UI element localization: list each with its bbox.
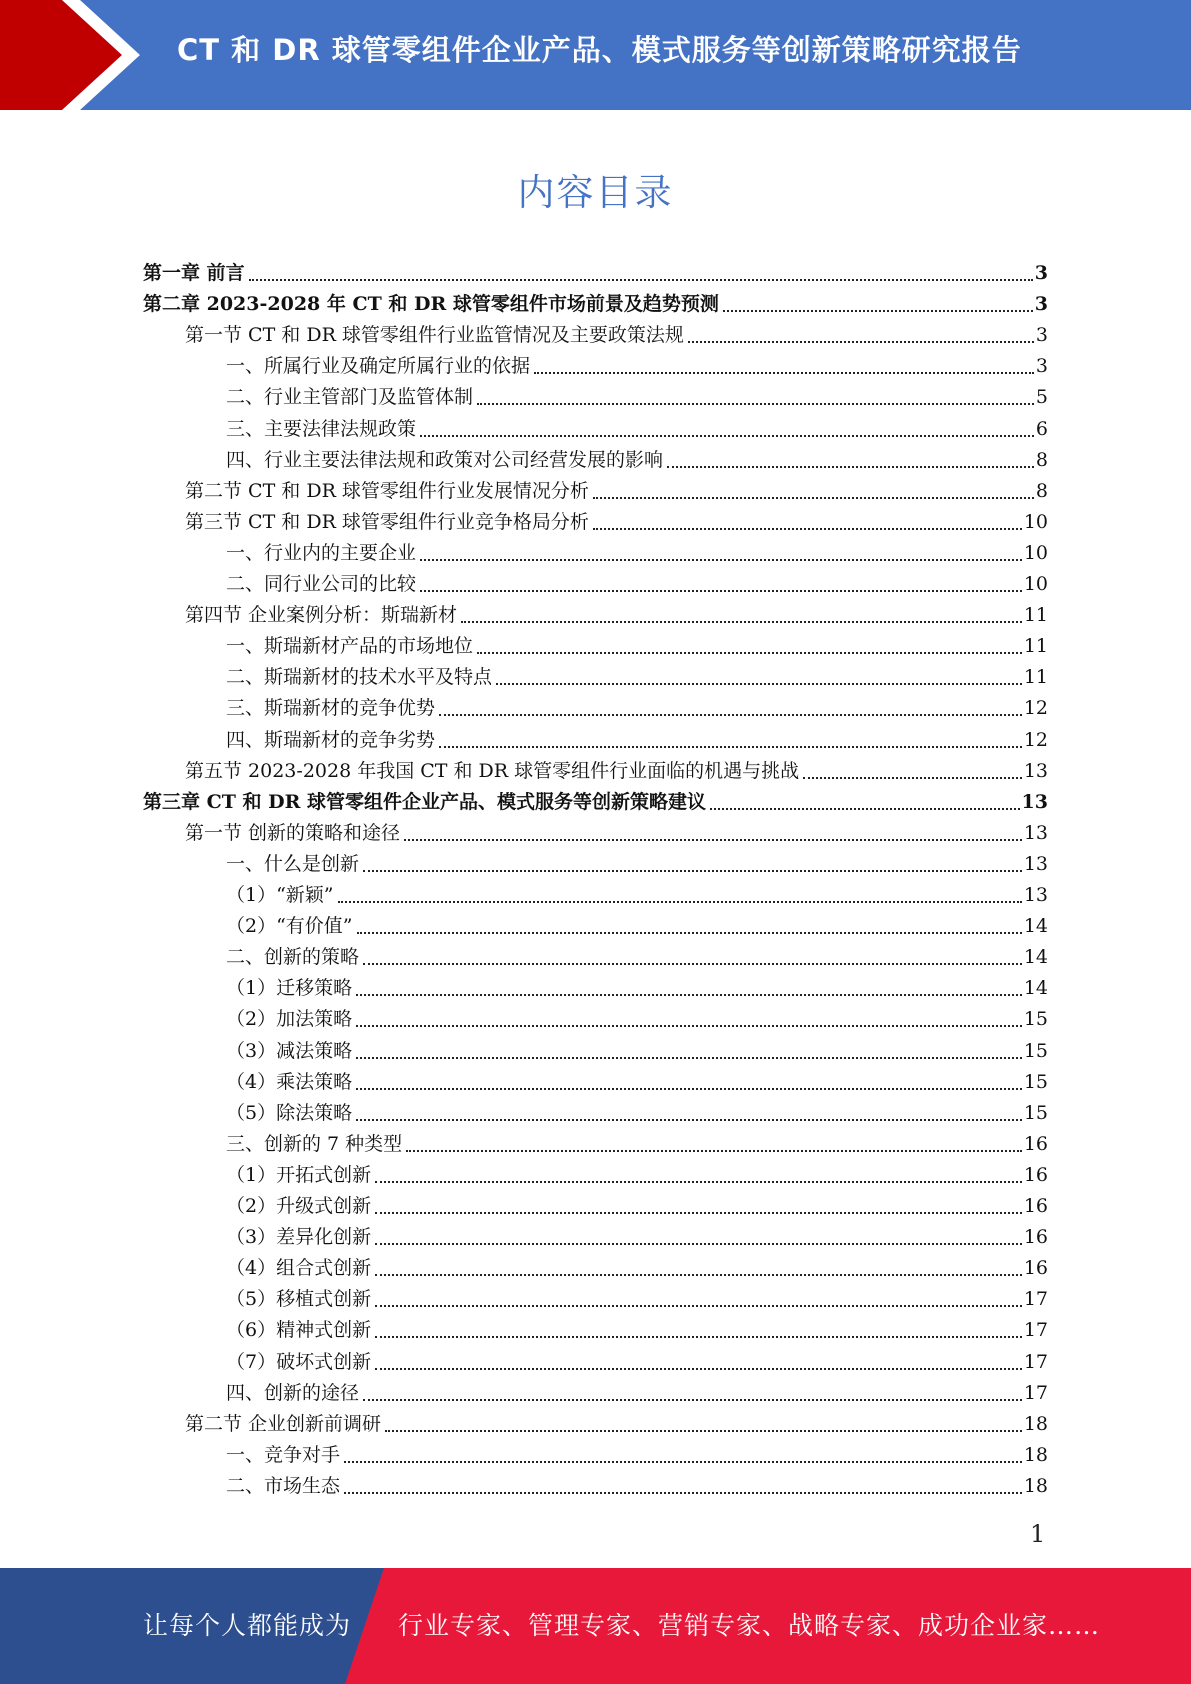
toc-entry-page: 13	[1023, 852, 1048, 875]
toc-leader-dots	[363, 943, 1022, 965]
toc-entry-page: 16	[1023, 1195, 1048, 1217]
toc-entry-page: 14	[1023, 915, 1048, 938]
toc-entry-page: 15	[1023, 1039, 1048, 1062]
toc-entry-page: 15	[1023, 1101, 1048, 1124]
toc-leader-dots	[344, 1472, 1022, 1494]
toc-entry-page: 13	[1023, 884, 1048, 906]
toc-leader-dots	[375, 1316, 1022, 1338]
toc-leader-dots	[363, 850, 1022, 872]
toc-leader-dots	[356, 1068, 1022, 1090]
toc-entry[interactable]	[226, 1374, 1048, 1405]
toc-entry[interactable]	[226, 1125, 1048, 1156]
toc-leader-dots	[404, 819, 1022, 841]
toc-entry-page: 3	[1034, 262, 1048, 284]
toc-entry-page: 17	[1023, 1350, 1048, 1373]
toc-entry-label: 第四节 企业案例分析：斯瑞新材	[185, 604, 458, 627]
toc-entry[interactable]	[185, 752, 1048, 783]
toc-entry[interactable]	[226, 1280, 1048, 1311]
toc-entry-label: 二、同行业公司的比较	[226, 573, 417, 595]
toc-leader-dots	[375, 1192, 1022, 1214]
toc-entry-page: 3	[1035, 324, 1048, 347]
toc-leader-dots	[375, 1223, 1022, 1245]
toc-entry[interactable]	[226, 969, 1048, 1000]
toc-entry-page: 15	[1023, 1008, 1048, 1031]
toc-leader-dots	[385, 1410, 1022, 1432]
toc-entry-label: （1）“新颖”	[226, 884, 334, 906]
toc-leader-dots	[375, 1161, 1022, 1183]
toc-entry-page: 18	[1023, 1443, 1048, 1466]
toc-entry[interactable]	[185, 1405, 1048, 1436]
toc-entry[interactable]	[185, 503, 1048, 534]
toc-entry-page: 16	[1023, 1132, 1048, 1155]
toc-entry-label: 二、斯瑞新材的技术水平及特点	[226, 666, 493, 689]
toc-leader-dots	[461, 601, 1022, 623]
toc-entry-page: 6	[1035, 417, 1048, 440]
toc-entry-page: 12	[1023, 697, 1048, 720]
toc-entry[interactable]	[226, 1249, 1048, 1280]
toc-entry[interactable]	[185, 472, 1048, 503]
toc-entry-label: （2）“有价值”	[226, 915, 353, 938]
toc-entry[interactable]	[226, 441, 1048, 472]
toc-entry-page: 13	[1021, 790, 1048, 813]
header-arrow-decoration	[0, 0, 160, 110]
page-number: 1	[1030, 1520, 1046, 1548]
toc-entry-label: （6）精神式创新	[226, 1319, 372, 1342]
toc-entry[interactable]	[226, 627, 1048, 658]
toc-entry-page: 11	[1023, 666, 1048, 689]
toc-entry-page: 17	[1023, 1288, 1048, 1311]
toc-entry-label: 一、行业内的主要企业	[226, 541, 417, 564]
page-header	[0, 0, 1191, 110]
toc-entry-label: （4）乘法策略	[226, 1070, 353, 1093]
toc-leader-dots	[356, 974, 1022, 996]
toc-entry[interactable]	[143, 783, 1048, 814]
toc-leader-dots	[356, 1037, 1022, 1059]
toc-entry[interactable]	[226, 689, 1048, 720]
toc-leader-dots	[363, 1379, 1022, 1401]
toc-entry[interactable]	[226, 1467, 1048, 1498]
toc-entry[interactable]	[226, 938, 1048, 969]
toc-entry-page: 11	[1023, 635, 1048, 658]
toc-entry-page: 10	[1023, 510, 1048, 533]
toc-entry-page: 13	[1023, 821, 1048, 844]
toc-entry-label: 第三节 CT 和 DR 球管零组件行业竞争格局分析	[185, 510, 589, 533]
toc-entry-page: 16	[1023, 1226, 1048, 1249]
toc-leader-dots	[420, 415, 1034, 437]
toc-leader-dots	[406, 1130, 1022, 1152]
toc-entry-page: 3	[1034, 293, 1048, 316]
toc-entry-label: 四、行业主要法律法规和政策对公司经营发展的影响	[226, 448, 664, 471]
toc-entry[interactable]	[226, 378, 1048, 409]
toc-entry-label: 第一节 CT 和 DR 球管零组件行业监管情况及主要政策法规	[185, 324, 684, 347]
toc-heading: 内容目录	[517, 171, 674, 214]
toc-entry-label: 第三章 CT 和 DR 球管零组件企业产品、模式服务等创新策略建议	[143, 790, 706, 813]
toc-entry-label: 四、创新的途径	[226, 1381, 360, 1404]
toc-entry-label: 一、斯瑞新材产品的市场地位	[226, 635, 474, 658]
toc-leader-dots	[375, 1285, 1022, 1307]
toc-entry-label: 三、主要法律法规政策	[226, 417, 417, 440]
toc-leader-dots	[439, 726, 1022, 748]
toc-entry[interactable]	[226, 1094, 1048, 1125]
toc-leader-dots	[344, 1441, 1022, 1463]
toc-leader-dots	[375, 1348, 1022, 1370]
toc-entry[interactable]	[143, 285, 1048, 316]
toc-entry-page: 17	[1023, 1319, 1048, 1342]
toc-leader-dots	[420, 539, 1022, 561]
toc-leader-dots	[375, 1254, 1022, 1276]
toc-entry-page: 5	[1035, 386, 1048, 409]
toc-entry[interactable]	[226, 907, 1048, 938]
toc-entry-page: 17	[1023, 1381, 1048, 1404]
toc-entry-label: 一、什么是创新	[226, 852, 360, 875]
page-footer	[0, 1568, 1191, 1684]
toc-leader-dots	[356, 1099, 1022, 1121]
toc-entry[interactable]	[226, 1311, 1048, 1342]
toc-entry[interactable]	[185, 316, 1048, 347]
toc-leader-dots	[534, 352, 1034, 374]
toc-leader-dots	[338, 881, 1022, 903]
toc-entry-label: 三、创新的 7 种类型	[226, 1132, 403, 1155]
toc-entry-label: （2）加法策略	[226, 1008, 353, 1031]
toc-entry[interactable]	[226, 347, 1048, 378]
toc-leader-dots	[420, 570, 1022, 592]
toc-entry-label: 第二章 2023-2028 年 CT 和 DR 球管零组件市场前景及趋势预测	[143, 293, 719, 316]
toc-entry[interactable]	[226, 845, 1048, 876]
toc-leader-dots	[249, 259, 1033, 281]
toc-entry-page: 10	[1023, 541, 1048, 564]
toc-leader-dots	[477, 632, 1022, 654]
toc-entry[interactable]	[185, 814, 1048, 845]
toc-entry[interactable]	[226, 1218, 1048, 1249]
toc-entry-label: （2）升级式创新	[226, 1195, 372, 1217]
toc-entry-page: 13	[1023, 759, 1048, 782]
toc-entry-page: 11	[1023, 604, 1048, 627]
toc-entry-label: 二、行业主管部门及监管体制	[226, 386, 474, 409]
toc-entry-page: 12	[1023, 728, 1048, 751]
toc-entry-page: 18	[1023, 1474, 1048, 1497]
toc-entry[interactable]	[226, 1032, 1048, 1063]
footer-slogan-right: 行业专家、管理专家、营销专家、战略专家、成功企业家……	[398, 1611, 1101, 1640]
toc-leader-dots	[439, 694, 1022, 716]
toc-entry[interactable]	[226, 658, 1048, 689]
toc-leader-dots	[667, 446, 1034, 468]
toc-entry[interactable]	[226, 534, 1048, 565]
toc-leader-dots	[593, 508, 1022, 530]
toc-entry[interactable]	[226, 1156, 1048, 1187]
toc-leader-dots	[710, 788, 1020, 810]
toc-entry[interactable]	[226, 1436, 1048, 1467]
toc-entry-page: 14	[1023, 946, 1048, 969]
toc-entry-label: 二、创新的策略	[226, 946, 360, 969]
toc-entry-label: 四、斯瑞新材的竞争劣势	[226, 728, 436, 751]
toc-leader-dots	[357, 912, 1022, 934]
toc-leader-dots	[496, 663, 1022, 685]
toc-entry-label: 第二节 企业创新前调研	[185, 1412, 382, 1435]
toc-leader-dots	[723, 290, 1033, 312]
toc-leader-dots	[477, 383, 1034, 405]
toc-entry-label: 第一节 创新的策略和途径	[185, 821, 401, 844]
toc-entry-page: 18	[1023, 1412, 1048, 1435]
toc-entry-page: 3	[1035, 355, 1048, 378]
toc-entry[interactable]	[226, 410, 1048, 441]
toc-entry-page: 16	[1023, 1257, 1048, 1280]
toc-entry-label: 二、市场生态	[226, 1474, 341, 1497]
toc-entry-label: （5）移植式创新	[226, 1288, 372, 1311]
toc-entry-label: （7）破坏式创新	[226, 1350, 372, 1373]
toc-entry[interactable]	[185, 596, 1048, 627]
report-title: CT 和 DR 球管零组件企业产品、模式服务等创新策略研究报告	[177, 33, 1022, 67]
toc-entry-label: 第一章 前言	[143, 262, 245, 284]
toc-entry[interactable]	[226, 1343, 1048, 1374]
toc-leader-dots	[688, 321, 1034, 343]
toc-entry[interactable]	[226, 565, 1048, 596]
toc-entry-label: 一、竞争对手	[226, 1443, 341, 1466]
toc-entry-label: （1）开拓式创新	[226, 1163, 372, 1186]
toc-entry-label: 第二节 CT 和 DR 球管零组件行业发展情况分析	[185, 479, 589, 502]
toc-entry-page: 15	[1023, 1070, 1048, 1093]
toc-leader-dots	[593, 477, 1034, 499]
toc-entry-page: 8	[1035, 479, 1048, 502]
toc-entry[interactable]	[226, 721, 1048, 752]
toc-entry-label: 第五节 2023-2028 年我国 CT 和 DR 球管零组件行业面临的机遇与挑战	[185, 759, 800, 782]
toc-entry[interactable]	[226, 1000, 1048, 1031]
toc-entry-label: 三、斯瑞新材的竞争优势	[226, 697, 436, 720]
toc-entry-page: 14	[1023, 977, 1048, 1000]
toc-leader-dots	[803, 757, 1022, 779]
footer-slogan-left: 让每个人都能成为	[143, 1611, 352, 1640]
toc-entry[interactable]	[143, 254, 1048, 285]
toc-entry-label: （4）组合式创新	[226, 1257, 372, 1280]
toc-entry-page: 16	[1023, 1163, 1048, 1186]
toc-entry-label: 一、所属行业及确定所属行业的依据	[226, 355, 531, 378]
toc-entry-label: （3）减法策略	[226, 1039, 353, 1062]
toc-entry-label: （5）除法策略	[226, 1101, 353, 1124]
toc-entry-page: 8	[1035, 448, 1048, 471]
toc-entry[interactable]	[226, 876, 1048, 907]
toc-leader-dots	[356, 1005, 1022, 1027]
toc-entry-page: 10	[1023, 573, 1048, 595]
toc-entry[interactable]	[226, 1187, 1048, 1218]
toc-entry-label: （1）迁移策略	[226, 977, 353, 1000]
toc-entry-label: （3）差异化创新	[226, 1226, 372, 1249]
toc-entry[interactable]	[226, 1063, 1048, 1094]
